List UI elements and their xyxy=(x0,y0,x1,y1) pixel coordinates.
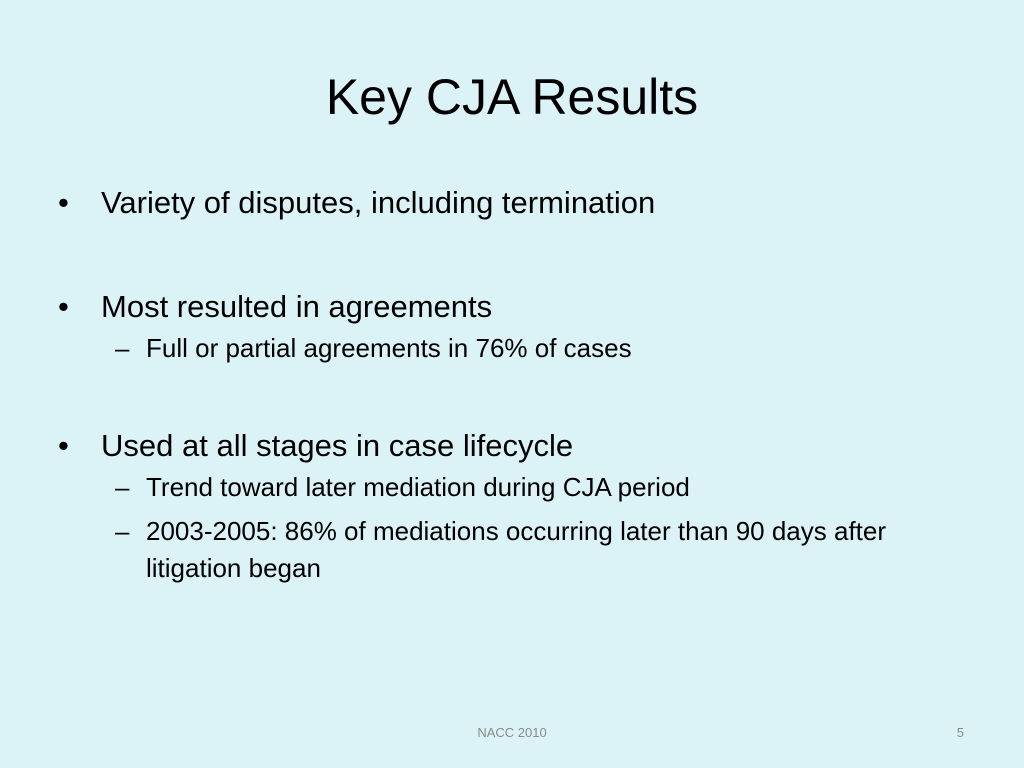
bullet-item xyxy=(58,423,958,469)
sub-bullet-item xyxy=(58,330,958,367)
footer-text: NACC 2010 xyxy=(477,725,547,740)
slide-body xyxy=(58,180,958,587)
sub-bullet-text: Full or partial agreements in 76% of cases xyxy=(146,333,632,363)
sub-bullet-text: Trend toward later mediation during CJA period xyxy=(146,472,690,502)
bullet-text: Variety of disputes, including termination xyxy=(101,185,656,220)
bullet-text: Most resulted in agreements xyxy=(101,289,493,324)
bullet-item xyxy=(58,180,958,226)
sub-bullet-mark: – xyxy=(115,472,130,502)
bullet-item xyxy=(58,284,958,330)
bullet-mark: • xyxy=(58,185,69,220)
sub-bullet-mark: – xyxy=(115,516,130,546)
slide-title: Key CJA Results xyxy=(325,69,699,125)
sub-bullet-item xyxy=(58,513,958,587)
sub-bullet-mark: – xyxy=(115,333,130,363)
sub-bullet-text: 2003-2005: 86% of mediations occurring later than 90 days after litigation began xyxy=(146,516,887,583)
bullet-mark: • xyxy=(58,428,69,463)
page-number: 5 xyxy=(956,725,964,740)
bullet-mark: • xyxy=(58,289,69,324)
sub-bullet-item xyxy=(58,469,958,506)
bullet-text: Used at all stages in case lifecycle xyxy=(101,428,574,463)
